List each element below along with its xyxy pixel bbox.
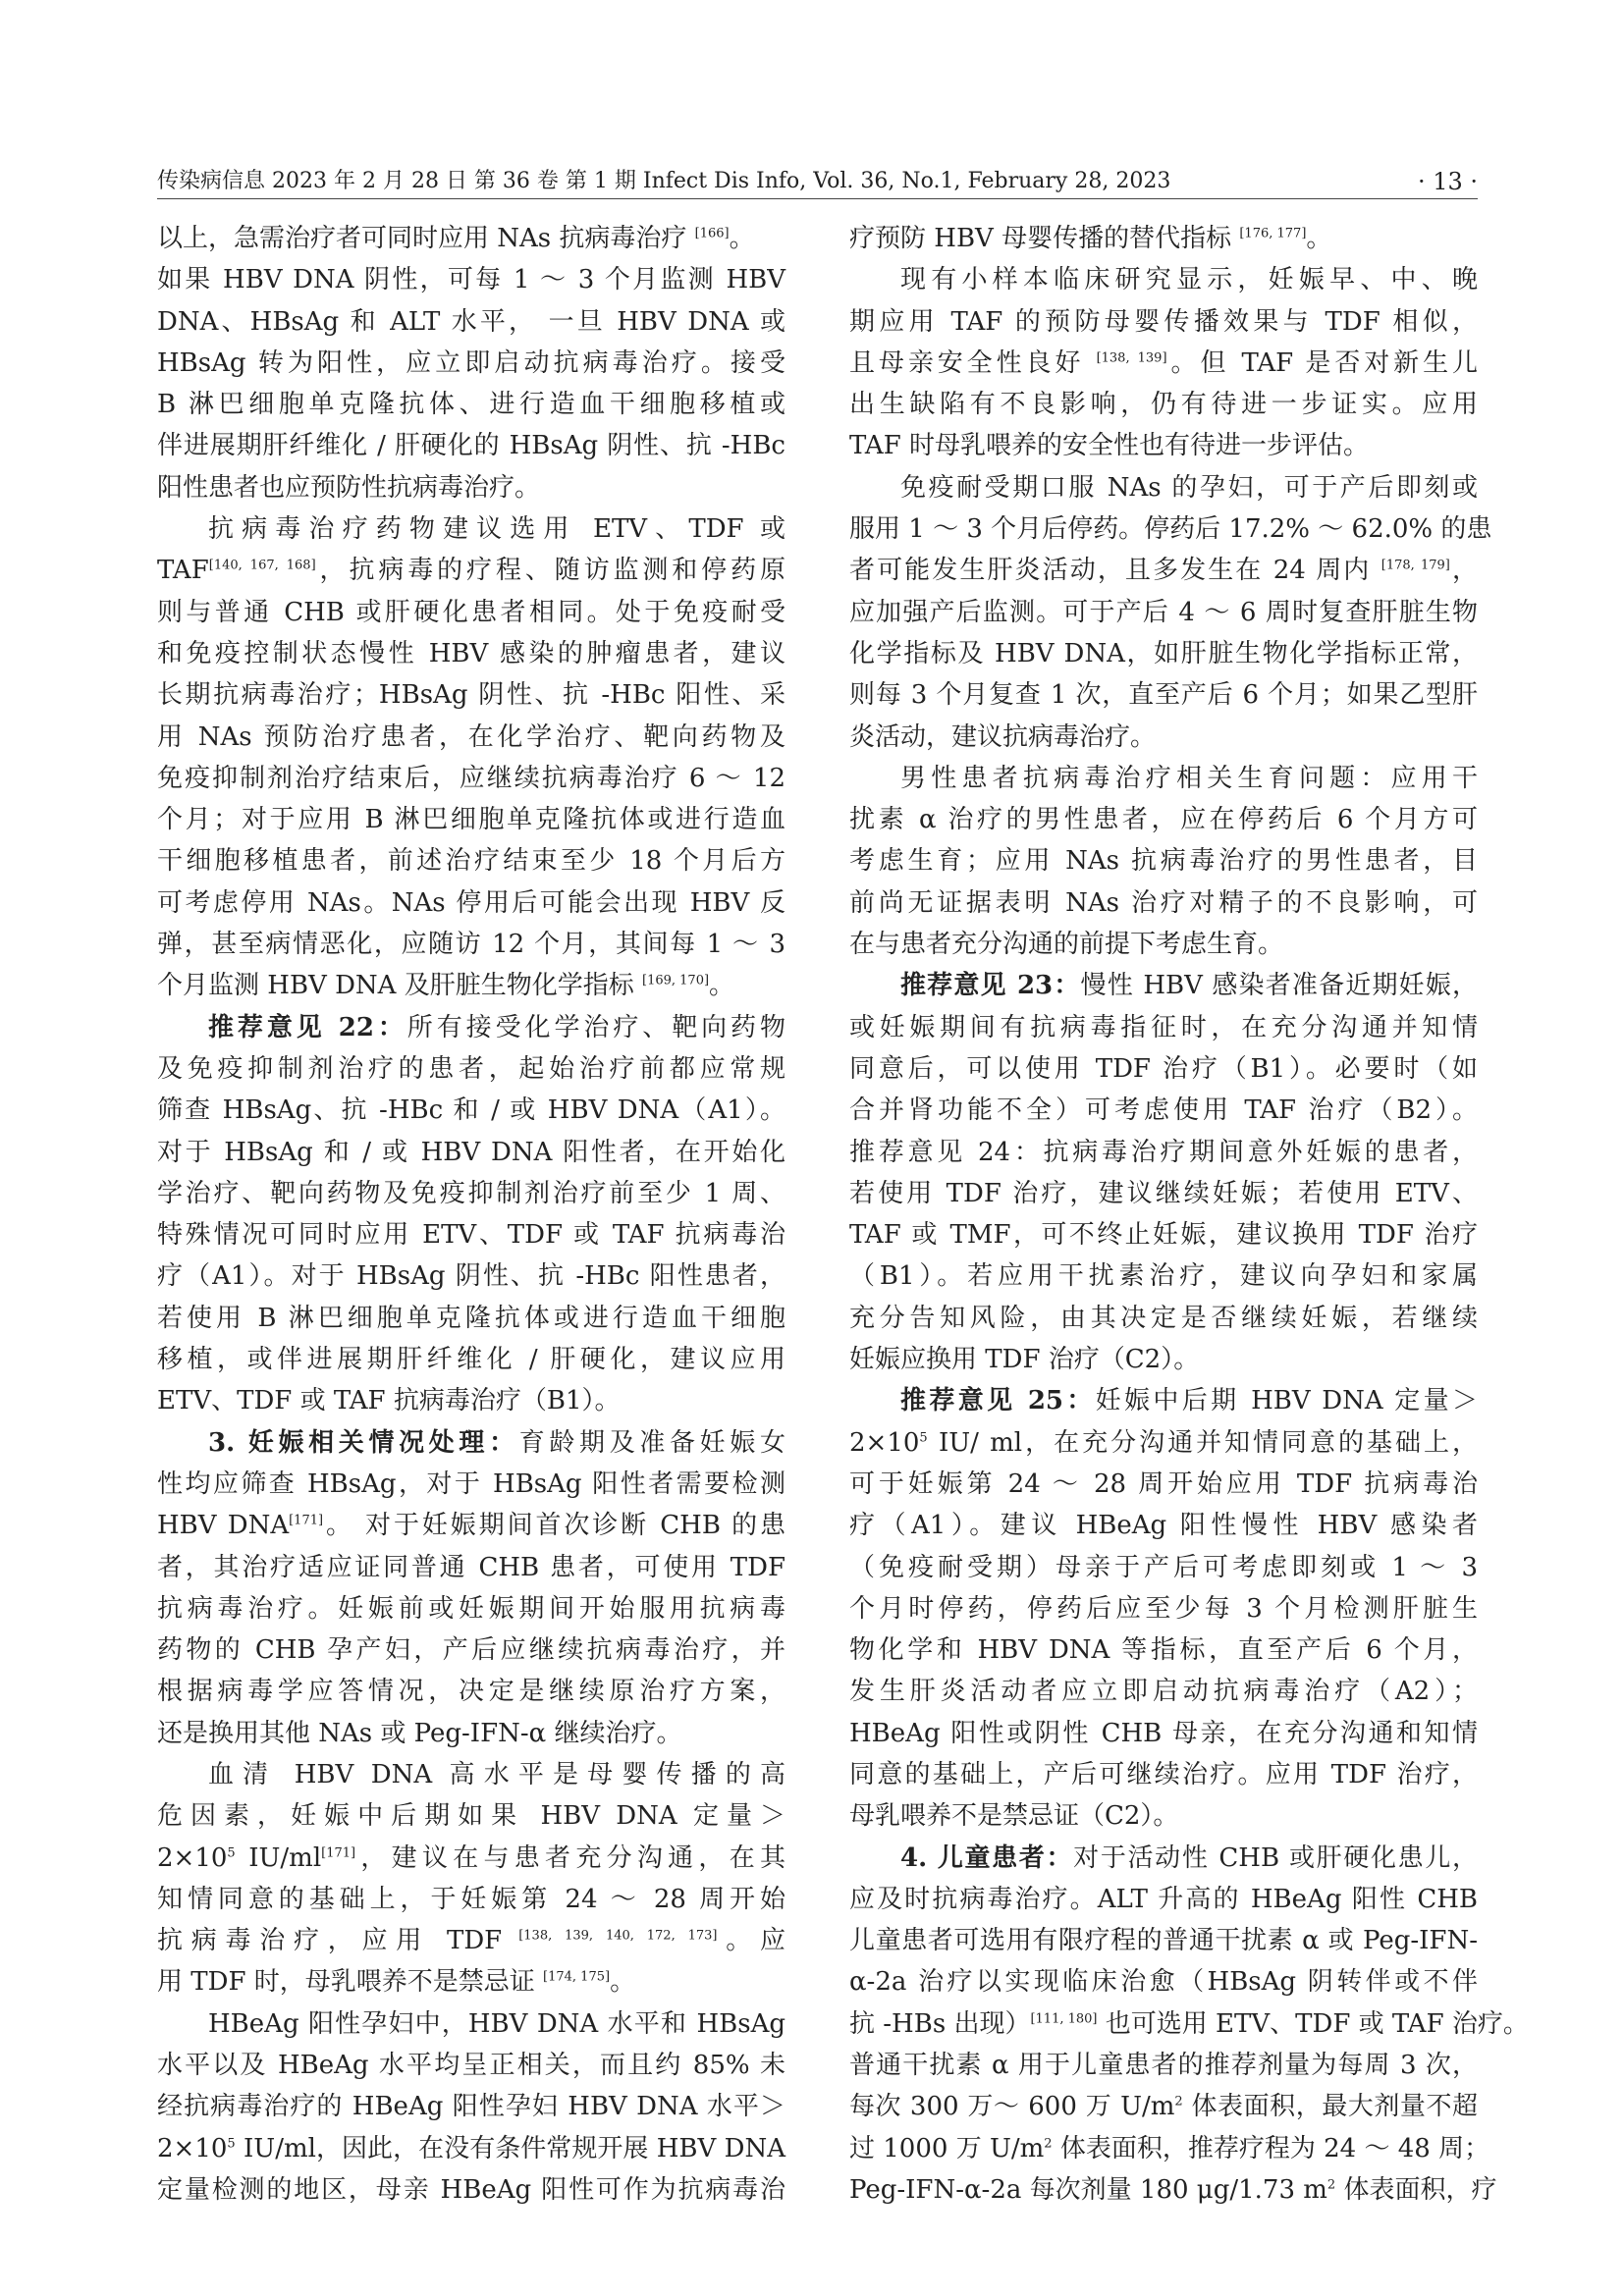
- text-segment: 者可能发生肝炎活动，且多发生在 24 周内: [849, 556, 1381, 586]
- text-line: [157, 1048, 785, 1090]
- text-segment: 免疫耐受期口服 NAs 的孕妇，可于产后即刻或: [900, 472, 1478, 503]
- text-line: [157, 1464, 785, 1505]
- text-segment: 伴进展期肝纤维化 / 肝硬化的 HBsAg 阴性、抗 -HBc: [157, 431, 785, 461]
- text-segment: 。 对于妊娠期间首次诊断 CHB 的患: [323, 1511, 786, 1541]
- text-segment: 个月时停药，停药后应至少每 3 个月检测肝脏生: [849, 1593, 1478, 1624]
- text-line: [849, 1879, 1478, 1920]
- text-segment: 化学指标及 HBV DNA，如肝脏生物化学指标正常，: [849, 638, 1478, 668]
- text-line: [157, 882, 785, 924]
- text-segment: 儿童患者可选用有限疗程的普通干扰素 α 或 Peg-IFN-: [849, 1926, 1478, 1956]
- text-line: [157, 924, 785, 965]
- text-line: [157, 384, 785, 425]
- text-segment: TAF 时母乳喂养的安全性也有待进一步评估。: [849, 431, 1370, 461]
- text-line: [157, 965, 785, 1006]
- text-segment: B 淋巴细胞单克隆抗体、进行造血干细胞移植或: [157, 390, 785, 420]
- text-line: [157, 1090, 785, 1131]
- citation-superscript: [140, 167, 168]: [208, 558, 316, 573]
- text-segment: 筛查 HBsAg、抗 -HBc 和 / 或 HBV DNA（A1）。: [157, 1095, 785, 1126]
- text-line: [849, 1173, 1478, 1214]
- text-segment: 且母亲安全性良好: [849, 347, 1097, 378]
- text-line: [849, 924, 1478, 965]
- text-segment: 物化学和 HBV DNA 等指标，直至产后 6 个月，: [849, 1635, 1478, 1666]
- text-line: [849, 467, 1478, 508]
- text-line: [157, 1339, 785, 1380]
- text-segment: HBV DNA: [157, 1511, 290, 1541]
- text-line: [849, 2045, 1478, 2086]
- text-segment: 推荐意见 24：抗病毒治疗期间意外妊娠的患者，: [849, 1137, 1478, 1167]
- text-segment: 也可选用 ETV、TDF 或 TAF 治疗。: [1097, 2008, 1529, 2039]
- text-segment: 可于妊娠第 24 ～ 28 周开始应用 TDF 抗病毒治: [849, 1468, 1478, 1499]
- text-line: [157, 2003, 785, 2045]
- text-segment: 根据病毒学应答情况，决定是继续原治疗方案，: [157, 1677, 785, 1707]
- text-segment: IU/ml: [235, 1842, 322, 1873]
- bold-heading-text: 推荐意见 23：: [900, 971, 1081, 1001]
- text-segment: ，: [1449, 556, 1478, 586]
- page-number: · 13 ·: [1417, 168, 1478, 195]
- text-line: [157, 218, 785, 259]
- text-segment: 疗预防 HBV 母婴传播的替代指标: [849, 224, 1240, 253]
- text-segment: 性均应筛查 HBsAg，对于 HBsAg 阳性者需要检测: [157, 1468, 785, 1499]
- text-line: [157, 799, 785, 840]
- text-segment: 同意的基础上，产后可继续治疗。应用 TDF 治疗，: [849, 1759, 1478, 1789]
- text-segment: 。但 TAF 是否对新生儿: [1166, 347, 1479, 378]
- text-segment: 若使用 B 淋巴细胞单克隆抗体或进行造血干细胞: [157, 1303, 785, 1333]
- text-segment: 则每 3 个月复查 1 次，直至产后 6 个月；如果乙型肝: [849, 680, 1478, 711]
- text-line: [157, 550, 785, 591]
- text-segment: 出生缺陷有不良影响，仍有待进一步证实。应用: [849, 390, 1478, 420]
- text-line: [157, 1547, 785, 1588]
- text-line: [157, 1961, 785, 2002]
- text-line: [849, 1629, 1478, 1671]
- text-segment: 2×10: [157, 2133, 228, 2163]
- text-segment: 2×10: [157, 1842, 228, 1873]
- text-segment: 对于活动性 CHB 或肝硬化患儿，: [1073, 1842, 1478, 1873]
- citation-superscript: [138, 139]: [1096, 350, 1167, 366]
- text-line: [157, 259, 785, 300]
- text-segment: HBeAg 阳性或阴性 CHB 母亲，在充分沟通和知情: [849, 1718, 1478, 1748]
- text-line: [849, 1920, 1478, 1961]
- citation-superscript: [169, 170]: [642, 973, 710, 988]
- text-segment: 体表面积，疗: [1335, 2174, 1497, 2205]
- text-segment: 同意后，可以使用 TDF 治疗（B1）。必要时（如: [849, 1053, 1478, 1084]
- text-segment: 2×10: [849, 1427, 920, 1458]
- citation-superscript: 2: [1174, 2094, 1183, 2109]
- text-segment: 。: [709, 971, 735, 1001]
- text-line: [849, 343, 1478, 384]
- text-line: [157, 674, 785, 716]
- text-line: [849, 2128, 1490, 2169]
- text-segment: 个月监测 HBV DNA 及肝脏生物化学指标: [157, 971, 642, 1001]
- bold-heading-text: 推荐意见 22：: [208, 1012, 407, 1042]
- text-segment: ETV、TDF 或 TAF 抗病毒治疗（B1）。: [157, 1386, 621, 1416]
- text-line: [849, 1754, 1478, 1795]
- text-line: [849, 1090, 1478, 1131]
- text-line: [157, 1255, 785, 1297]
- text-segment: 所有接受化学治疗、靶向药物: [406, 1012, 785, 1042]
- text-segment: 者，其治疗适应证同普通 CHB 患者，可使用 TDF: [157, 1552, 785, 1582]
- text-line: [157, 1920, 785, 1961]
- text-line: [157, 1713, 785, 1754]
- text-line: [849, 674, 1478, 716]
- text-segment: 疗（A1）。对于 HBsAg 阴性、抗 -HBc 阳性患者，: [157, 1261, 785, 1292]
- text-line: [849, 550, 1478, 591]
- text-line: [157, 1879, 785, 1920]
- text-line: [157, 467, 785, 508]
- text-segment: 可考虑停用 NAs。NAs 停用后可能会出现 HBV 反: [157, 887, 785, 918]
- text-line: [849, 1007, 1478, 1048]
- text-segment: 妊娠应换用 TDF 治疗（C2）。: [849, 1345, 1200, 1375]
- text-segment: 合并肾功能不全）可考虑使用 TAF 治疗（B2）。: [849, 1095, 1478, 1126]
- text-segment: 过 1000 万 U/m: [849, 2133, 1045, 2163]
- text-segment: 慢性 HBV 感染者准备近期妊娠，: [1080, 971, 1479, 1001]
- text-line: [849, 717, 1478, 758]
- text-line: [849, 799, 1478, 840]
- text-line: [157, 840, 785, 881]
- text-segment: 抗病毒治疗药物建议选用 ETV、TDF 或: [208, 514, 785, 545]
- text-segment: 对于 HBsAg 和 / 或 HBV DNA 阳性者，在开始化: [157, 1137, 785, 1167]
- text-line: [849, 840, 1478, 881]
- text-line: [849, 965, 1478, 1006]
- text-line: [849, 1132, 1478, 1173]
- citation-superscript: [138, 139, 140, 172, 173]: [518, 1928, 718, 1944]
- citation-superscript: [166]: [694, 226, 730, 241]
- text-line: [157, 1173, 785, 1214]
- text-segment: 以上，急需治疗者可同时应用 NAs 抗病毒治疗: [157, 224, 695, 253]
- text-line: [849, 1588, 1478, 1629]
- text-line: [157, 2086, 785, 2127]
- text-segment: 抗病毒治疗。妊娠前或妊娠期间开始服用抗病毒: [157, 1593, 785, 1624]
- bold-heading-text: 推荐意见 25：: [900, 1386, 1096, 1416]
- text-segment: HBsAg 转为阳性，应立即启动抗病毒治疗。接受: [157, 347, 785, 378]
- text-line: [849, 882, 1478, 924]
- text-line: [157, 2169, 785, 2211]
- text-line: [157, 1132, 785, 1173]
- text-segment: 男性患者抗病毒治疗相关生育问题：应用干: [900, 763, 1478, 793]
- text-segment: ，抗病毒的疗程、随访监测和停药原: [315, 556, 785, 586]
- citation-superscript: 5: [227, 1844, 236, 1860]
- text-segment: 抗 -HBs 出现）: [849, 2008, 1031, 2039]
- text-segment: 用 TDF 时，母乳喂养不是禁忌证: [157, 1967, 544, 1998]
- text-segment: 在与患者充分沟通的前提下考虑生育。: [849, 930, 1284, 960]
- text-segment: 定量检测的地区，母亲 HBeAg 阳性可作为抗病毒治: [157, 2174, 785, 2205]
- text-line: [849, 259, 1478, 300]
- text-line: [849, 1713, 1478, 1754]
- text-segment: Peg-IFN-α-2a 每次剂量 180 μg/1.73 m: [849, 2174, 1327, 2205]
- text-line: [157, 758, 785, 799]
- text-line: [849, 384, 1478, 425]
- text-segment: 应加强产后监测。可于产后 4 ～ 6 周时复查肝脏生物: [849, 597, 1478, 627]
- text-line: [157, 508, 785, 550]
- citation-superscript: [111, 180]: [1030, 2011, 1098, 2027]
- text-line: [157, 2128, 785, 2169]
- text-line: [157, 1754, 785, 1795]
- text-segment: 血清 HBV DNA 高水平是母婴传播的高: [208, 1759, 785, 1789]
- citation-superscript: [176, 177]: [1239, 226, 1307, 241]
- text-segment: 还是换用其他 NAs 或 Peg-IFN-α 继续治疗。: [157, 1718, 682, 1748]
- text-line: [849, 425, 1478, 466]
- text-segment: 或妊娠期间有抗病毒指征时，在充分沟通并知情: [849, 1012, 1478, 1042]
- text-segment: IU/ml，因此，在没有条件常规开展 HBV DNA: [235, 2133, 785, 2163]
- text-line: [849, 508, 1492, 550]
- text-line: [157, 1505, 785, 1546]
- running-header: [157, 165, 1478, 199]
- text-segment: 抗病毒治疗，应用 TDF: [157, 1926, 519, 1956]
- text-line: [157, 1795, 785, 1837]
- text-segment: 若使用 TDF 治疗，建议继续妊娠；若使用 ETV、: [849, 1178, 1478, 1208]
- text-line: [849, 301, 1478, 343]
- text-segment: 如果 HBV DNA 阴性，可每 1 ～ 3 个月监测 HBV: [157, 265, 785, 295]
- text-segment: 。应: [717, 1926, 785, 1956]
- text-segment: 母乳喂养不是禁忌证（C2）。: [849, 1801, 1179, 1832]
- text-line: [849, 1048, 1478, 1090]
- text-segment: 用 NAs 预防治疗患者，在化学治疗、靶向药物及: [157, 721, 785, 752]
- text-segment: 危因素，妊娠中后期如果 HBV DNA 定量＞: [157, 1801, 785, 1832]
- text-segment: 考虑生育；应用 NAs 抗病毒治疗的男性患者，目: [849, 846, 1478, 877]
- text-segment: 应及时抗病毒治疗。ALT 升高的 HBeAg 阳性 CHB: [849, 1884, 1478, 1914]
- text-segment: DNA、HBsAg 和 ALT 水平， 一旦 HBV DNA 或: [157, 306, 785, 337]
- text-line: [157, 343, 785, 384]
- text-segment: α-2a 治疗以实现临床治愈（HBsAg 阴转伴或不伴: [849, 1967, 1478, 1998]
- text-segment: 和免疫控制状态慢性 HBV 感染的肿瘤患者，建议: [157, 638, 785, 668]
- text-segment: 。: [1306, 224, 1332, 253]
- citation-superscript: 5: [227, 2136, 236, 2151]
- text-line: [157, 2045, 785, 2086]
- text-line: [157, 301, 785, 343]
- text-line: [849, 2169, 1497, 2211]
- text-line: [157, 1298, 785, 1339]
- text-segment: 炎活动，建议抗病毒治疗。: [849, 721, 1157, 752]
- text-line: [157, 1422, 785, 1464]
- text-segment: 经抗病毒治疗的 HBeAg 阳性孕妇 HBV DNA 水平＞: [157, 2092, 785, 2122]
- text-segment: 移植，或伴进展期肝纤维化 / 肝硬化，建议应用: [157, 1345, 785, 1375]
- text-line: [849, 218, 1478, 259]
- citation-superscript: 2: [1044, 2136, 1053, 2151]
- text-segment: （B1）。若应用干扰素治疗，建议向孕妇和家属: [849, 1261, 1478, 1292]
- text-segment: 充分告知风险，由其决定是否继续妊娠，若继续: [849, 1303, 1478, 1333]
- text-segment: ，建议在与患者充分沟通，在其: [355, 1842, 785, 1873]
- text-line: [849, 1422, 1478, 1464]
- text-line: [849, 1298, 1478, 1339]
- text-segment: 发生肝炎活动者应立即启动抗病毒治疗（A2）；: [849, 1677, 1478, 1707]
- text-line: [849, 1505, 1478, 1546]
- citation-superscript: [174, 175]: [543, 1969, 611, 1985]
- citation-superscript: 2: [1326, 2177, 1336, 2193]
- text-segment: IU/ ml，在充分沟通并知情同意的基础上，: [927, 1427, 1478, 1458]
- text-segment: 知情同意的基础上，于妊娠第 24 ～ 28 周开始: [157, 1884, 785, 1914]
- text-segment: 则与普通 CHB 或肝硬化患者相同。处于免疫耐受: [157, 597, 785, 627]
- text-line: [157, 1007, 785, 1048]
- text-segment: 免疫抑制剂治疗结束后，应继续抗病毒治疗 6 ～ 12: [157, 763, 785, 793]
- text-segment: 体表面积，推荐疗程为 24 ～ 48 周；: [1052, 2133, 1490, 2163]
- text-line: [849, 633, 1478, 674]
- text-segment: 长期抗病毒治疗；HBsAg 阴性、抗 -HBc 阳性、采: [157, 680, 785, 711]
- text-segment: 妊娠中后期 HBV DNA 定量＞: [1095, 1386, 1478, 1416]
- text-segment: 现有小样本临床研究显示，妊娠早、中、晚: [900, 265, 1478, 295]
- text-line: [849, 2003, 1529, 2045]
- text-line: [849, 592, 1478, 633]
- text-segment: 个月；对于应用 B 淋巴细胞单克隆抗体或进行造血: [157, 805, 785, 835]
- text-segment: 体表面积，最大剂量不超: [1182, 2092, 1479, 2122]
- text-line: [849, 1838, 1478, 1879]
- text-line: [849, 1961, 1478, 2002]
- text-line: [849, 1671, 1478, 1712]
- text-line: [157, 633, 785, 674]
- text-segment: 普通干扰素 α 用于儿童患者的推荐剂量为每周 3 次，: [849, 2051, 1478, 2081]
- text-line: [849, 1214, 1478, 1255]
- right-column: [849, 218, 1529, 2211]
- text-line: [157, 425, 785, 466]
- text-line: [849, 758, 1478, 799]
- text-line: [157, 717, 785, 758]
- text-line: [157, 1214, 785, 1255]
- text-segment: 前尚无证据表明 NAs 治疗对精子的不良影响，可: [849, 887, 1478, 918]
- citation-superscript: [178, 179]: [1380, 558, 1450, 573]
- text-segment: HBeAg 阳性孕妇中，HBV DNA 水平和 HBsAg: [208, 2008, 785, 2039]
- bold-heading-text: 4. 儿童患者：: [900, 1842, 1074, 1873]
- text-segment: （免疫耐受期）母亲于产后可考虑即刻或 1 ～ 3: [849, 1552, 1478, 1582]
- journal-citation: 传染病信息 2023 年 2 月 28 日 第 36 卷 第 1 期 Infect Dis Info, Vol. 36, No.1, February 28, 2023: [157, 169, 1171, 193]
- text-segment: 水平以及 HBeAg 水平均呈正相关，而且约 85% 未: [157, 2051, 785, 2081]
- text-segment: TAF: [157, 556, 209, 586]
- text-segment: 弹，甚至病情恶化，应随访 12 个月，其间每 1 ～ 3: [157, 930, 785, 960]
- text-segment: 。: [729, 224, 755, 253]
- text-line: [849, 1339, 1478, 1380]
- left-column: [157, 218, 785, 2211]
- text-segment: 特殊情况可同时应用 ETV、TDF 或 TAF 抗病毒治: [157, 1220, 785, 1251]
- text-line: [157, 1629, 785, 1671]
- bold-heading-text: 3. 妊娠相关情况处理：: [208, 1427, 519, 1458]
- text-line: [849, 1795, 1478, 1837]
- text-segment: TAF 或 TMF，可不终止妊娠，建议换用 TDF 治疗: [849, 1220, 1478, 1251]
- text-segment: 。: [610, 1967, 636, 1998]
- text-segment: 药物的 CHB 孕产妇，产后应继续抗病毒治疗，并: [157, 1635, 785, 1666]
- citation-superscript: [171]: [321, 1844, 356, 1860]
- text-segment: 及免疫抑制剂治疗的患者，起始治疗前都应常规: [157, 1053, 785, 1084]
- text-segment: 期应用 TAF 的预防母婴传播效果与 TDF 相似，: [849, 306, 1478, 337]
- text-line: [849, 1255, 1478, 1297]
- text-line: [157, 1838, 785, 1879]
- text-line: [849, 1547, 1478, 1588]
- text-segment: 干细胞移植患者，前述治疗结束至少 18 个月后方: [157, 846, 785, 877]
- text-line: [849, 2086, 1478, 2127]
- text-segment: 育龄期及准备妊娠女: [518, 1427, 785, 1458]
- citation-superscript: 5: [919, 1429, 928, 1445]
- text-segment: 学治疗、靶向药物及免疫抑制剂治疗前至少 1 周、: [157, 1178, 785, 1208]
- text-line: [849, 1464, 1478, 1505]
- text-segment: 服用 1 ～ 3 个月后停药。停药后 17.2% ～ 62.0% 的患: [849, 514, 1492, 545]
- text-segment: 阳性患者也应预防性抗病毒治疗。: [157, 472, 541, 503]
- text-segment: 每次 300 万～ 600 万 U/m: [849, 2092, 1175, 2122]
- text-line: [157, 1671, 785, 1712]
- text-segment: 扰素 α 治疗的男性患者，应在停药后 6 个月方可: [849, 805, 1478, 835]
- text-segment: 疗（A1）。建议 HBeAg 阳性慢性 HBV 感染者: [849, 1511, 1478, 1541]
- text-line: [157, 592, 785, 633]
- text-line: [157, 1380, 785, 1421]
- citation-superscript: [171]: [289, 1513, 324, 1528]
- text-line: [157, 1588, 785, 1629]
- text-line: [849, 1380, 1478, 1421]
